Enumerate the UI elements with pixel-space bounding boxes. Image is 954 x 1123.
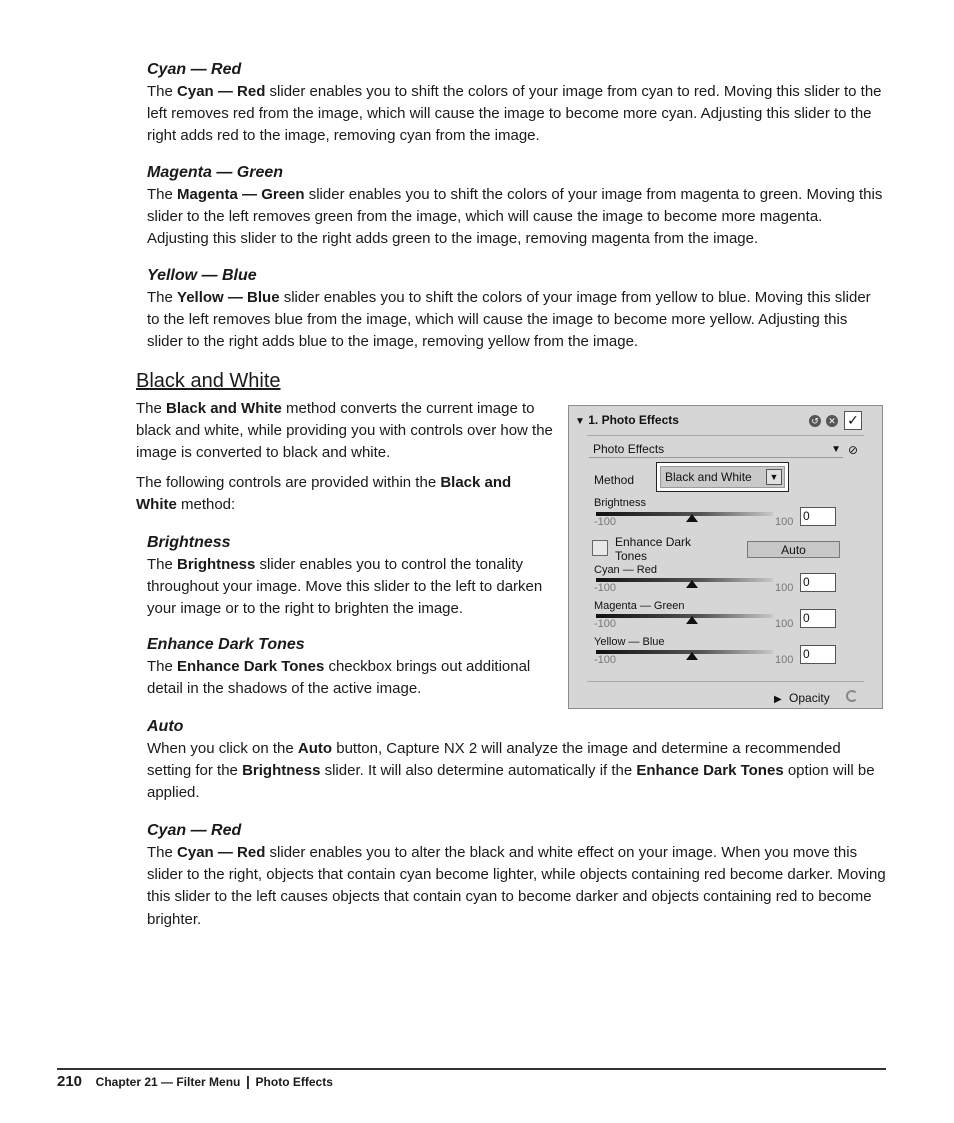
magenta-green-slider-thumb[interactable] [686, 616, 698, 624]
reset-icon[interactable]: ↺ [809, 415, 821, 427]
magenta-green-slider-track[interactable] [596, 614, 773, 618]
yellow-blue-value-input[interactable]: 0 [800, 645, 836, 664]
brightness-value-input[interactable]: 0 [800, 507, 836, 526]
enhance-dark-tones-label: Enhance Dark Tones [615, 535, 692, 563]
effect-select[interactable]: Photo Effects ▼ [589, 441, 843, 458]
cyan-red-slider-track[interactable] [596, 578, 773, 582]
bw-controls-intro: The following controls are provided within the Black and White method: [136, 474, 512, 514]
section-cyan-red-bw [147, 820, 887, 931]
slider-min: -100 [594, 516, 617, 528]
dropdown-arrow-icon: ▼ [766, 469, 782, 485]
cyan-red-value-input[interactable]: 0 [800, 573, 836, 592]
cyan-red-slider-thumb[interactable] [686, 580, 698, 588]
footer-rule [57, 1068, 886, 1070]
section-heading: Yellow — Blue [147, 267, 257, 284]
slider-max: 100 [775, 516, 794, 528]
method-label: Method [594, 473, 635, 487]
section-body: The Enhance Dark Tones checkbox brings out additional detail in the shadows of the active image. [147, 658, 531, 698]
section-body: The Cyan — Red slider enables you to alter the black and white effect on your image. When you move this slider to the right, objects that contain cyan become lighter, while objects containing red become darker. Moving this slider to the left causes objects that contain cyan to become darker and objects containing red to become brighter. [147, 844, 886, 928]
section-body: The Magenta — Green slider enables you to shift the colors of your image from magenta to green. Moving this slider to the left removes green from the image, which will cause the image to become more magenta. Adjusting this slider to the right adds green to the image, removing magenta from the image. [147, 186, 883, 248]
collapse-triangle-icon[interactable]: ▼ [575, 416, 585, 427]
opacity-icon[interactable] [846, 690, 858, 702]
panel-title[interactable]: ▼ 1. Photo Effects [575, 413, 679, 427]
section-body: The Yellow — Blue slider enables you to shift the colors of your image from yellow to blue. Moving this slider to the left removes blue from the image, which will cause the image to become more yellow. Adjusting this slider to the right adds blue to the image, removing yellow from the image. [147, 289, 871, 351]
slider-max: 100 [775, 582, 794, 594]
enable-checkbox[interactable]: ✓ [844, 411, 862, 430]
slider-min: -100 [594, 582, 617, 594]
section-heading: Auto [147, 718, 184, 735]
section-heading: Magenta — Green [147, 164, 284, 181]
section-yellow-blue [147, 265, 887, 354]
section-body: The Cyan — Red slider enables you to shift the colors of your image from cyan to red. Moving this slider to the left removes red from the image, which will cause the image to become more cyan. Adjusting this slider to the right adds red to the image, removing cyan from the image. [147, 83, 882, 145]
picker-icon[interactable]: ⊘ [848, 443, 859, 457]
auto-button[interactable]: Auto [747, 541, 840, 558]
section-heading: Cyan — Red [147, 61, 242, 78]
slider-max: 100 [775, 654, 794, 666]
page-footer [57, 1073, 333, 1090]
delete-icon[interactable]: ✕ [826, 415, 838, 427]
chapter-title: Chapter 21 — Filter Menu [95, 1075, 241, 1089]
brightness-slider-track[interactable] [596, 512, 773, 516]
slider-label: Cyan — Red [594, 564, 657, 576]
section-title: Photo Effects [255, 1075, 333, 1089]
bw-intro: The Black and White method converts the current image to black and white, while providing you with controls over how the image is converted to black and white. [136, 400, 553, 462]
slider-label: Yellow — Blue [594, 636, 665, 648]
method-select[interactable]: Black and White ▼ [656, 462, 789, 492]
page-number: 210 [57, 1073, 83, 1090]
slider-label: Magenta — Green [594, 600, 685, 612]
section-auto [147, 716, 887, 805]
section-magenta-green [147, 162, 887, 251]
yellow-blue-slider-track[interactable] [596, 650, 773, 654]
yellow-blue-slider-thumb[interactable] [686, 652, 698, 660]
brightness-slider-thumb[interactable] [686, 514, 698, 522]
black-and-white-heading: Black and White [136, 370, 281, 392]
footer-separator: | [245, 1073, 250, 1089]
section-brightness [147, 532, 557, 621]
divider [587, 435, 864, 436]
divider [587, 681, 864, 682]
magenta-green-value-input[interactable]: 0 [800, 609, 836, 628]
dropdown-arrow-icon: ▼ [831, 444, 841, 455]
section-enhance-dark-tones [147, 634, 559, 700]
section-cyan-red [147, 59, 887, 148]
slider-min: -100 [594, 618, 617, 630]
section-body: When you click on the Auto button, Capture NX 2 will analyze the image and determine a recommended setting for the Brightness slider. It will also determine automatically if the Enhance Dark Tones option will be applied. [147, 740, 875, 802]
slider-max: 100 [775, 618, 794, 630]
opacity-expander[interactable]: ▶ Opacity [774, 691, 830, 705]
section-heading: Brightness [147, 534, 231, 551]
photo-effects-panel [568, 405, 883, 709]
slider-label: Brightness [594, 497, 646, 509]
enhance-dark-tones-checkbox[interactable] [592, 540, 608, 556]
section-heading: Enhance Dark Tones [147, 636, 305, 653]
slider-min: -100 [594, 654, 617, 666]
section-heading: Cyan — Red [147, 822, 242, 839]
section-body: The Brightness slider enables you to control the tonality throughout your image. Move this slider to the left to darken your image or to the right to brighten the image. [147, 556, 543, 618]
expand-triangle-icon: ▶ [774, 694, 782, 705]
